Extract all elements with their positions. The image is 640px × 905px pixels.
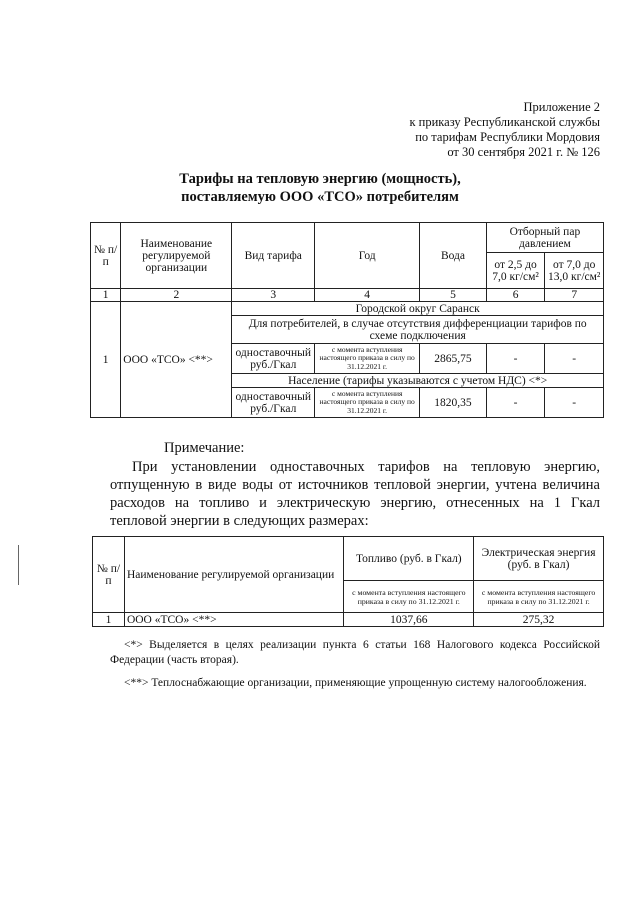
document-title bbox=[0, 170, 640, 206]
appendix-line: к приказу Республиканской службы bbox=[409, 115, 600, 129]
electricity-value: 275,32 bbox=[474, 613, 604, 627]
header-cell: № п/п bbox=[91, 223, 121, 289]
org-name: ООО «ТСО» <**> bbox=[124, 613, 344, 627]
note-text: При установлении одноставочных тарифов на тепловую энергию, отпущенную в виде воды от источников тепловой энергии, учтена величина расходов на топливо и электрическую энергию, отнесенных на 1 Гкал тепловой энергии в следующих размерах: bbox=[110, 459, 600, 529]
cost-period: с момента вступления настоящего приказа в силу по 31.12.2021 г. bbox=[344, 581, 474, 613]
tariff-dash: - bbox=[545, 344, 604, 374]
column-number: 2 bbox=[121, 289, 232, 302]
column-number: 7 bbox=[545, 289, 604, 302]
title-line: Тарифы на тепловую энергию (мощность), bbox=[179, 171, 461, 187]
header-cell: Топливо (руб. в Гкал) bbox=[344, 537, 474, 581]
header-cell: Наименование регулируемой организации bbox=[124, 537, 344, 613]
appendix-line: от 30 сентября 2021 г. № 126 bbox=[447, 145, 600, 159]
header-cell: Год bbox=[315, 223, 420, 289]
scan-mark bbox=[18, 545, 19, 585]
tariff-dash: - bbox=[486, 388, 545, 418]
header-cell: Электрическая энергия (руб. в Гкал) bbox=[474, 537, 604, 581]
appendix-line: по тарифам Республики Мордовия bbox=[415, 130, 600, 144]
consumer-group: Для потребителей, в случае отсутствия дифференциации тарифов по схеме подключения bbox=[232, 316, 604, 344]
tariff-value: 2865,75 bbox=[420, 344, 487, 374]
header-cell: Вода bbox=[420, 223, 487, 289]
row-number: 1 bbox=[91, 302, 121, 418]
note-heading: Примечание: bbox=[164, 440, 245, 456]
footnote: <*> Выделяется в целях реализации пункта 6 статьи 168 Налогового кодекса Российской Федерации (часть вторая). bbox=[110, 639, 600, 666]
district-row: Городской округ Саранск bbox=[232, 302, 604, 316]
cost-table bbox=[92, 536, 604, 627]
header-cell: Наименование регулируемой организации bbox=[121, 223, 232, 289]
header-cell: от 7,0 до 13,0 кг/см² bbox=[545, 253, 604, 289]
appendix-line: Приложение 2 bbox=[523, 100, 600, 114]
tariff-value: 1820,35 bbox=[420, 388, 487, 418]
title-line: поставляемую ООО «ТСО» потребителям bbox=[181, 189, 459, 205]
appendix-header bbox=[409, 100, 600, 160]
column-number: 4 bbox=[315, 289, 420, 302]
header-cell: от 2,5 до 7,0 кг/см² bbox=[486, 253, 545, 289]
header-cell: Отборный пар давлением bbox=[486, 223, 603, 253]
header-cell: № п/п bbox=[93, 537, 125, 613]
header-cell: Вид тарифа bbox=[232, 223, 315, 289]
tariff-type: одноставочный руб./Гкал bbox=[232, 344, 315, 374]
footnote: <**> Теплоснабжающие организации, применяющие упрощенную систему налогообложения. bbox=[124, 677, 587, 689]
tariff-dash: - bbox=[545, 388, 604, 418]
column-number: 5 bbox=[420, 289, 487, 302]
org-name: ООО «ТСО» <**> bbox=[121, 302, 232, 418]
column-number: 3 bbox=[232, 289, 315, 302]
tariff-type: одноставочный руб./Гкал bbox=[232, 388, 315, 418]
cost-period: с момента вступления настоящего приказа в силу по 31.12.2021 г. bbox=[474, 581, 604, 613]
column-number: 1 bbox=[91, 289, 121, 302]
row-number: 1 bbox=[93, 613, 125, 627]
consumer-group: Население (тарифы указываются с учетом НДС) <*> bbox=[232, 374, 604, 388]
fuel-value: 1037,66 bbox=[344, 613, 474, 627]
tariff-table bbox=[90, 222, 604, 418]
tariff-period: с момента вступления настоящего приказа в силу по 31.12.2021 г. bbox=[315, 388, 420, 418]
tariff-period: с момента вступления настоящего приказа в силу по 31.12.2021 г. bbox=[315, 344, 420, 374]
tariff-dash: - bbox=[486, 344, 545, 374]
column-number: 6 bbox=[486, 289, 545, 302]
